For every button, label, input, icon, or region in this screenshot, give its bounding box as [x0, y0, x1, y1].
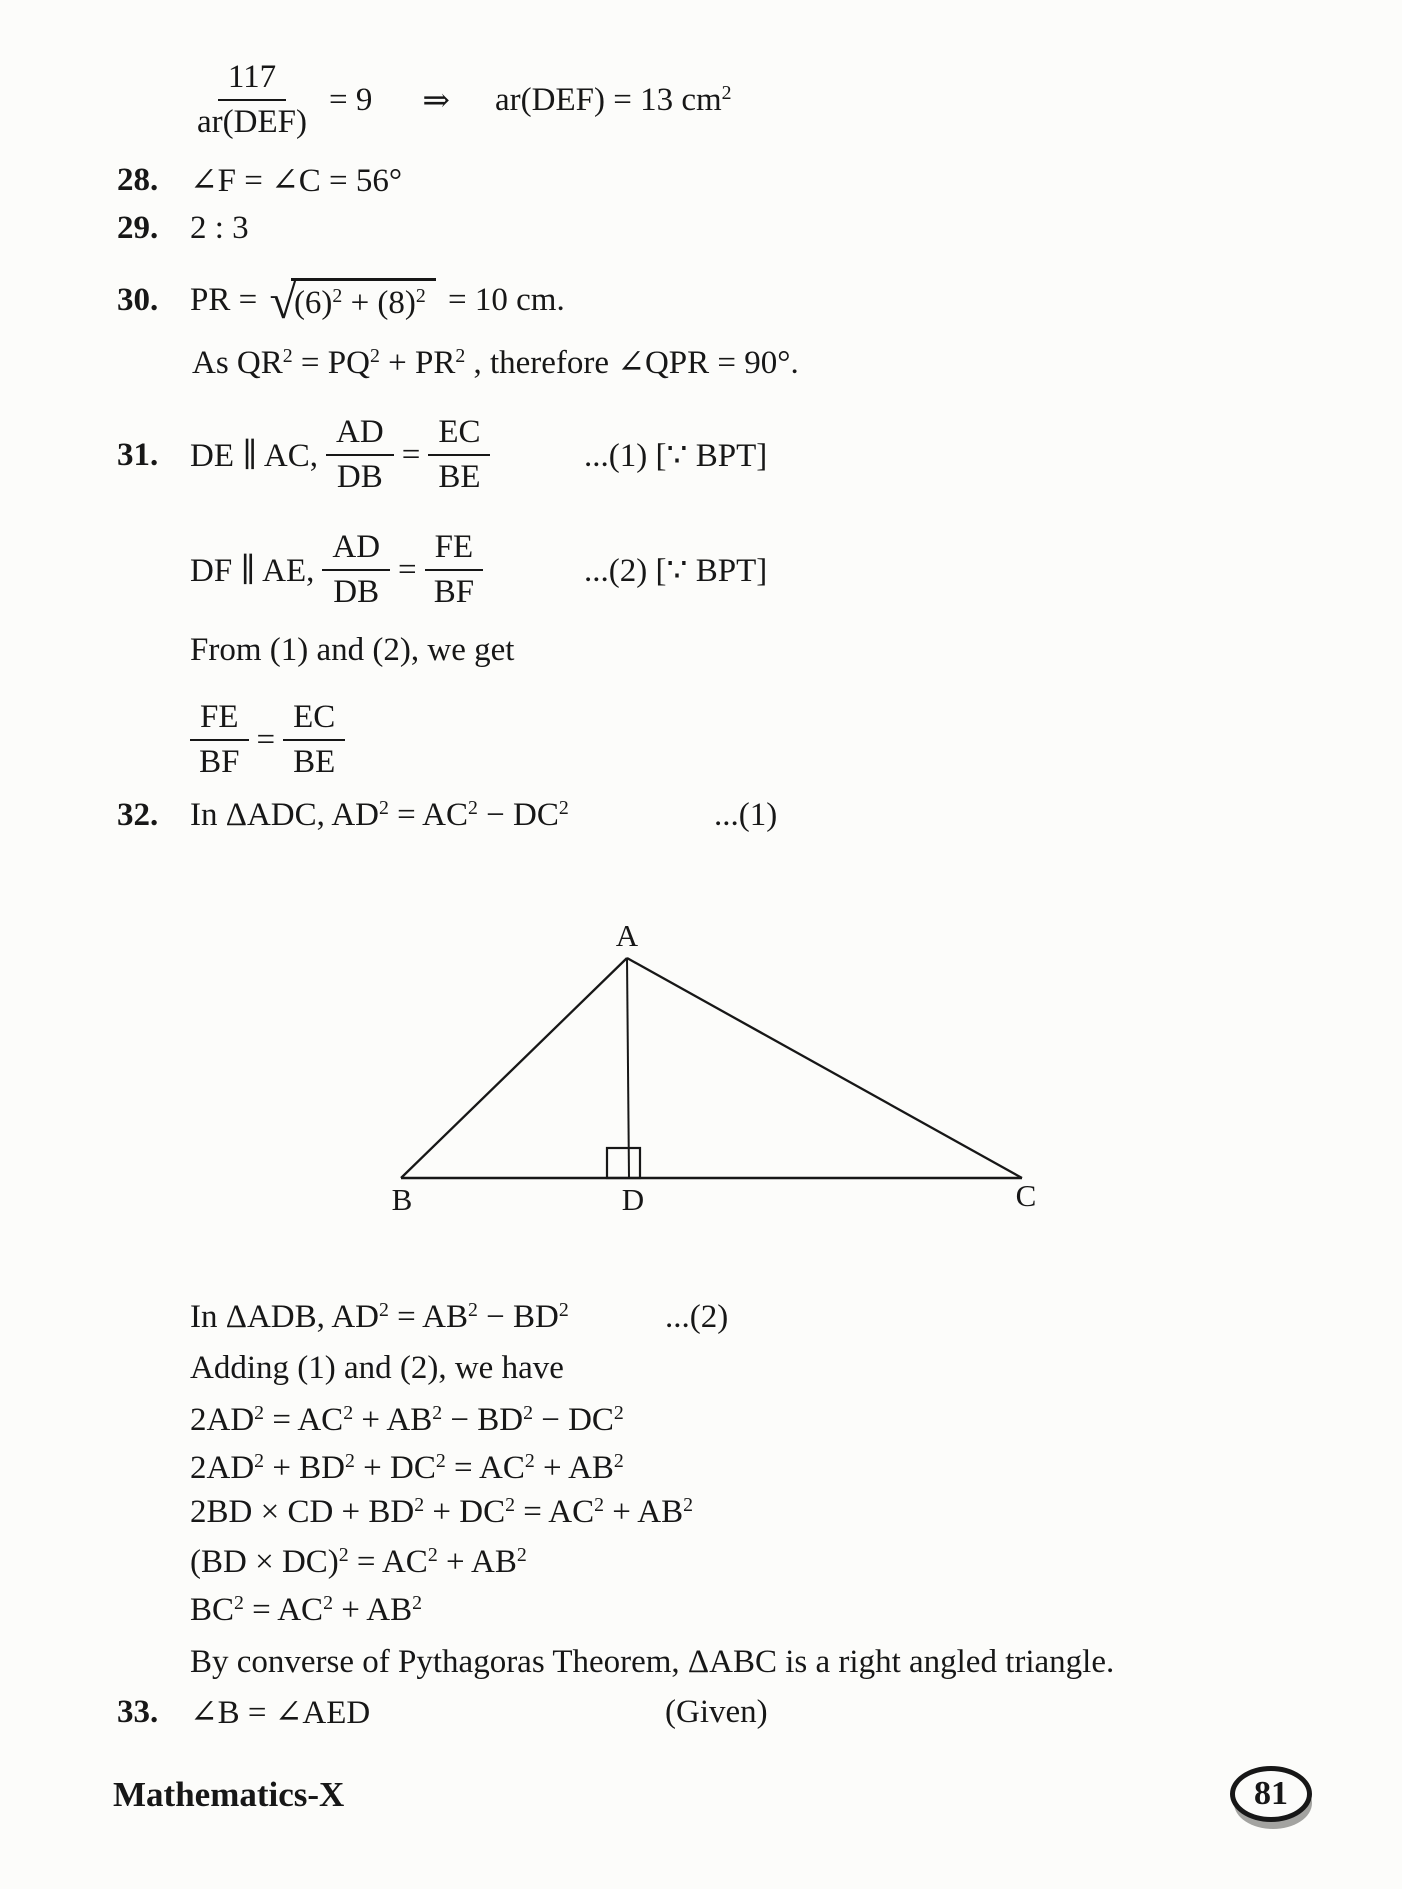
equals-sign: =	[401, 436, 421, 473]
fraction-numerator: EC	[428, 414, 490, 456]
fraction-denominator: BE	[293, 744, 336, 780]
fraction-numerator: FE	[425, 529, 484, 571]
foot-label-d: D	[621, 1182, 645, 1217]
solution-item-28	[117, 158, 402, 202]
solution-item-29	[117, 206, 249, 250]
statement-text: $(BD \times DC)^2 = AC^2 + AB^2$	[190, 1543, 527, 1580]
solution-line	[190, 1346, 564, 1390]
item-number: 31.	[117, 436, 159, 473]
fraction-denominator: BF	[433, 574, 475, 610]
fraction-denominator: BF	[199, 744, 240, 780]
side-ac	[627, 958, 1022, 1178]
side-ab	[401, 958, 627, 1178]
fraction	[283, 699, 345, 781]
item-number: 29.	[117, 209, 159, 246]
altitude-ad	[627, 958, 629, 1178]
solution-line	[190, 520, 768, 620]
fraction	[428, 414, 490, 496]
solution-item-33	[117, 1690, 768, 1734]
equals-sign: =	[256, 721, 276, 758]
solution-item-31	[117, 405, 768, 505]
fraction-denominator: DB	[336, 459, 383, 495]
top-equation	[197, 45, 732, 155]
page-number: 81	[1254, 1775, 1288, 1812]
fraction-denominator: ar(DEF)	[197, 104, 307, 140]
fraction-numerator: EC	[283, 699, 345, 741]
fraction-denominator: DB	[333, 574, 380, 610]
fraction	[197, 59, 307, 141]
equation-reference: ...(2)	[665, 1298, 729, 1335]
statement-text: In ΔADB, $AD^2 = AB^2 - BD^2$	[190, 1298, 569, 1335]
solution-line	[192, 340, 799, 384]
radicand: $(6)^2 + (8)^2$	[291, 278, 436, 323]
statement-text: By converse of Pythagoras Theorem, ΔABC is a right angled triangle.	[190, 1643, 1115, 1680]
equals-sign: =	[398, 551, 417, 588]
solution-line	[190, 628, 514, 672]
solution-line	[190, 1490, 693, 1534]
solution-line	[190, 1295, 729, 1339]
solution-conclusion	[190, 1640, 1114, 1684]
solution-line	[190, 1540, 527, 1584]
item-body: ∠B = ∠AED	[190, 1695, 371, 1731]
item-number: 32.	[117, 796, 159, 833]
statement-text: Adding (1) and (2), we have	[190, 1349, 564, 1386]
statement-text: As $QR^2 = PQ^2 + PR^2$ , therefore ∠QPR = 90°.	[192, 345, 799, 381]
page-number-badge	[1230, 1766, 1312, 1822]
equation-rhs: = 10 cm.	[439, 281, 565, 318]
fraction-denominator: BE	[438, 459, 481, 495]
solution-item-30	[117, 268, 565, 332]
item-body: ∠F = ∠C = 56°	[190, 163, 403, 199]
item-number: 33.	[117, 1693, 159, 1730]
fraction	[190, 699, 249, 781]
solution-line	[190, 1398, 624, 1442]
item-number: 28.	[117, 161, 159, 198]
fraction	[326, 414, 394, 496]
solution-line	[190, 1446, 624, 1490]
fraction	[322, 529, 390, 611]
statement-text: 2BD × CD + $BD^2 + DC^2 = AC^2 + AB^2$	[190, 1493, 694, 1530]
given-note: (Given)	[665, 1693, 768, 1730]
equation-equals: = 9	[328, 81, 373, 118]
statement-text: In ΔADC, $AD^2 = AC^2 - DC^2$	[190, 796, 569, 833]
statement-text: DF ∥ AE,	[190, 553, 315, 589]
equation-reference: ...(1)	[714, 796, 778, 833]
fraction-numerator: FE	[190, 699, 249, 741]
statement-text: $2AD^2 = AC^2 + AB^2 - BD^2 - DC^2$	[190, 1401, 624, 1438]
equation-result: ar(DEF) = 13 $cm^2$	[495, 81, 732, 118]
solution-line	[182, 690, 353, 790]
solution-item-32	[117, 793, 778, 837]
triangle-diagram	[340, 920, 1060, 1230]
right-angle-marker	[607, 1148, 640, 1178]
vertex-label-c: C	[1015, 1178, 1037, 1213]
item-body: 2 : 3	[190, 209, 249, 246]
statement-text: From (1) and (2), we get	[190, 631, 515, 668]
item-number: 30.	[117, 281, 159, 318]
fraction-numerator: AD	[326, 414, 394, 456]
fraction	[425, 529, 484, 611]
radical-sign-icon: √	[269, 272, 297, 329]
statement-text: $BC^2 = AC^2 + AB^2$	[190, 1591, 422, 1628]
fraction-numerator: AD	[322, 529, 390, 571]
vertex-label-a: A	[615, 920, 639, 953]
implies-arrow-icon: ⇒	[422, 83, 450, 119]
equation-reference: ...(2) [∵ BPT]	[584, 553, 768, 589]
statement-text: DE ∥ AC,	[190, 438, 319, 474]
equation-reference: ...(1) [∵ BPT]	[584, 438, 768, 474]
square-root	[269, 272, 435, 329]
book-title: Mathematics-X	[113, 1775, 345, 1814]
fraction-numerator: 117	[218, 59, 286, 101]
equation-lhs: PR =	[190, 281, 266, 318]
solution-line	[190, 1588, 422, 1632]
statement-text: $2AD^2 + BD^2 + DC^2 = AC^2 + AB^2$	[190, 1449, 624, 1486]
vertex-label-b: B	[391, 1182, 413, 1217]
